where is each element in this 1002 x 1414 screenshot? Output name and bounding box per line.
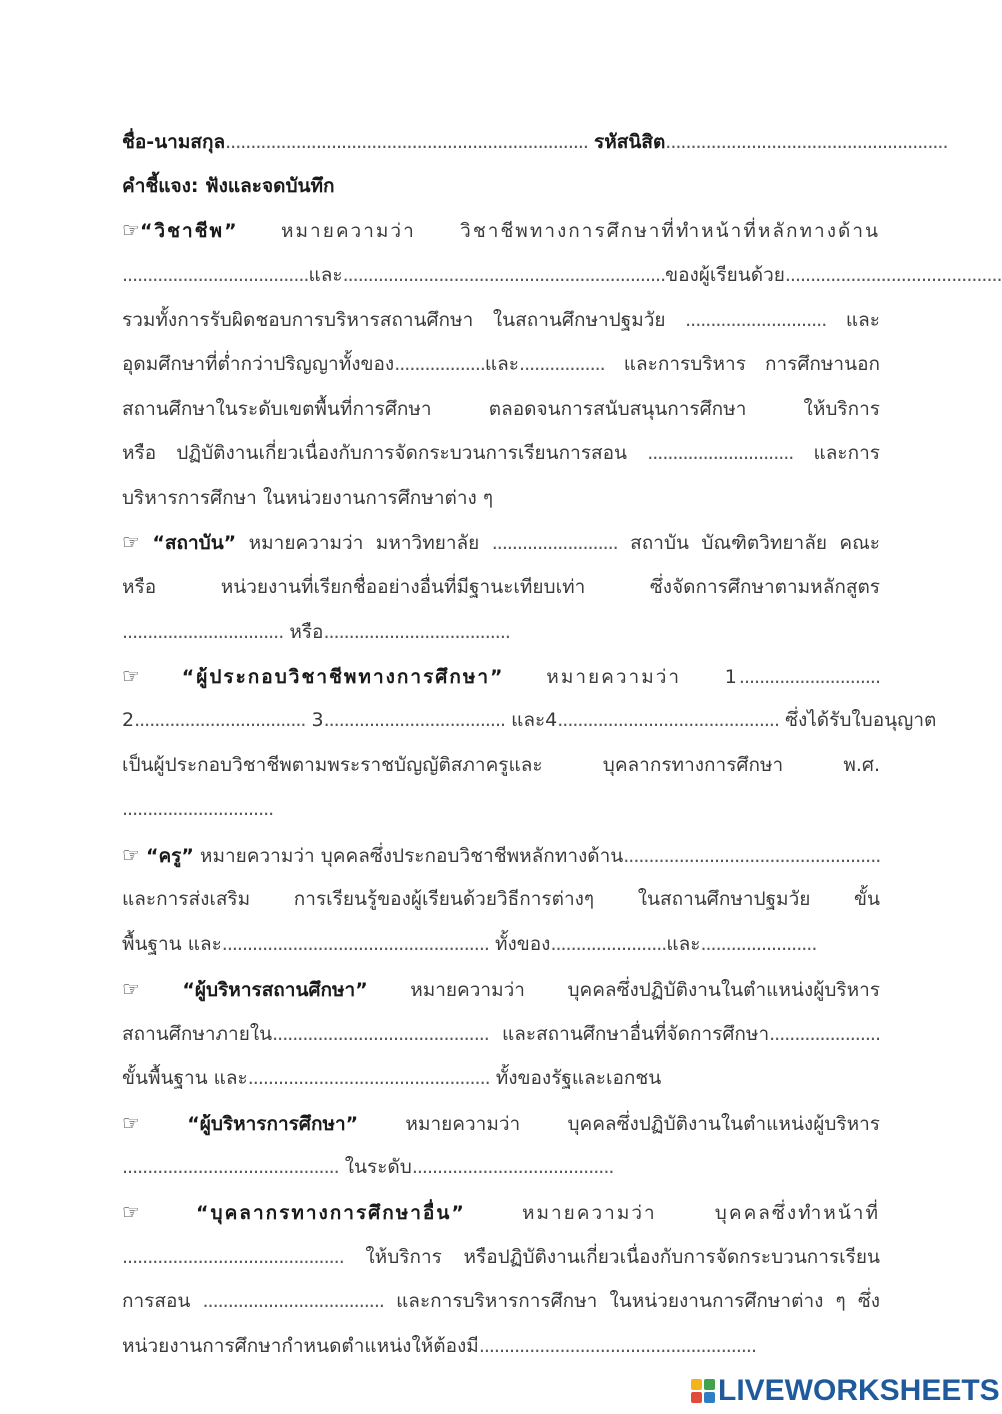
def-practitioner-line-1: ☞ “ผู้ประกอบวิชาชีพทางการศึกษา” หมายความว่า 1............................ bbox=[122, 664, 881, 688]
student-id-label: รหัสนิสิต bbox=[594, 131, 666, 153]
def-khru-line-2: และการส่งเสริม การเรียนรู้ของผู้เรียนด้วยวิธีการต่างๆ ในสถานศึกษาปฐมวัย ขั้น bbox=[122, 888, 880, 910]
blank[interactable]: ....................................................... bbox=[478, 1335, 756, 1357]
def-school-admin-line-1: ☞ “ผู้บริหารสถานศึกษา” หมายความว่า บุคคลซึ่งปฏิบัติงานในตำแหน่งผู้บริหาร bbox=[122, 977, 880, 1001]
def-school-admin-line-2: สถานศึกษาภายใน........................................... และสถานศึกษาอื่นที่จัดการศึกษา...................... bbox=[122, 1023, 880, 1045]
blank[interactable]: ..................................... bbox=[122, 264, 309, 286]
def-sathaban-line-1: ☞ “สถาบัน” หมายความว่า มหาวิทยาลัย ......................... สถาบัน บัณฑิตวิทยาลัย คณะ bbox=[122, 530, 880, 554]
blank[interactable]: ........................................... bbox=[122, 1156, 339, 1178]
def-edu-admin-line-2: ........................................... ในระดับ........................................ bbox=[122, 1156, 614, 1178]
def-vichacheep-line-2: .....................................และ................................................................ของผู้เรียนด้วย........................................... bbox=[122, 264, 1002, 286]
blank[interactable]: ............................................ bbox=[557, 709, 780, 731]
def-vichacheep-line-5: สถานศึกษาในระดับเขตพื้นที่การศึกษา ตลอดจนการสนับสนุนการศึกษา ให้บริการ bbox=[122, 398, 880, 420]
liveworksheets-logo-icon bbox=[690, 1378, 716, 1404]
blank[interactable]: ................................................ bbox=[247, 1067, 490, 1089]
blank[interactable]: ........................................... bbox=[272, 1023, 489, 1045]
def-vichacheep-line-3: รวมทั้งการรับผิดชอบการบริหารสถานศึกษา ในสถานศึกษาปฐมวัย ............................ และ bbox=[122, 309, 880, 331]
term-khru: “ครู” bbox=[145, 845, 194, 867]
pointing-hand-icon: ☞ bbox=[122, 977, 140, 1001]
name-blank[interactable]: ........................................................................ bbox=[225, 131, 588, 153]
header-line bbox=[122, 130, 948, 156]
name-label: ชื่อ-นามสกุล bbox=[122, 131, 226, 153]
term-school-admin: “ผู้บริหารสถานศึกษา” bbox=[182, 979, 368, 1001]
term-other-personnel: “บุคลากรทางการศึกษาอื่น” bbox=[196, 1202, 466, 1224]
def-other-personnel-line-3: การสอน .................................... และการบริหารการศึกษา ในหน่วยงานการศึกษาต่าง ๆ ซึ่ง bbox=[122, 1290, 880, 1312]
blank[interactable]: ................................................... bbox=[623, 845, 881, 867]
def-khru-line-3: พื้นฐาน และ..................................................... ทั้งของ.......................และ....................... bbox=[122, 933, 817, 955]
pointing-hand-icon: ☞ bbox=[122, 843, 140, 867]
pointing-hand-icon: ☞ bbox=[122, 1200, 140, 1224]
def-edu-admin-line-1: ☞ “ผู้บริหารการศึกษา” หมายความว่า บุคคลซึ่งปฏิบัติงานในตำแหน่งผู้บริหาร bbox=[122, 1111, 881, 1135]
def-practitioner-line-4 bbox=[122, 797, 880, 823]
blank[interactable]: ............................. bbox=[647, 442, 794, 464]
pointing-hand-icon: ☞ bbox=[122, 218, 140, 242]
blank[interactable]: ............................ bbox=[685, 309, 827, 331]
def-vichacheep-line-6: หรือ ปฏิบัติงานเกี่ยวเนื่องกับการจัดกระบวนการเรียนการสอน ............................. และการ bbox=[122, 442, 880, 464]
blank[interactable]: ................................ bbox=[122, 621, 284, 643]
blank[interactable]: ................. bbox=[519, 353, 605, 375]
student-id-blank[interactable]: ........................................................ bbox=[665, 131, 948, 153]
term-edu-admin: “ผู้บริหารการศึกษา” bbox=[187, 1113, 359, 1135]
term-vichacheep: “วิชาชีพ” bbox=[139, 220, 239, 242]
blank[interactable]: ..................................... bbox=[323, 621, 510, 643]
pointing-hand-icon: ☞ bbox=[122, 530, 140, 554]
liveworksheets-logo bbox=[690, 1373, 1000, 1409]
blank[interactable]: ....................... bbox=[550, 933, 667, 955]
term-practitioner: “ผู้ประกอบวิชาชีพทางการศึกษา” bbox=[181, 666, 505, 688]
blank[interactable]: ....................... bbox=[700, 933, 817, 955]
def-khru-line-1: ☞ “ครู” หมายความว่า บุคคลซึ่งประกอบวิชาชีพหลักทางด้าน................................................... bbox=[122, 843, 881, 867]
term-sathaban: “สถาบัน” bbox=[152, 532, 237, 554]
def-vichacheep-line-4: อุดมศึกษาที่ต่ำกว่าปริญญาทั้งของ..................และ................. และการบริหาร การศึกษานอก bbox=[122, 353, 881, 375]
blank[interactable]: .................................. bbox=[134, 709, 306, 731]
blank[interactable]: ........................................ bbox=[411, 1156, 614, 1178]
blank[interactable]: ......................... bbox=[491, 532, 618, 554]
def-other-personnel-line-2: ............................................ ให้บริการ หรือปฏิบัติงานเกี่ยวเนื่องกับการจัดกระบวนการเรียน bbox=[122, 1246, 880, 1268]
blank[interactable]: ........................................... bbox=[784, 264, 1002, 286]
instruction: คำชี้แจง: ฟังและจดบันทึก bbox=[122, 175, 335, 197]
blank[interactable]: .................................... bbox=[202, 1290, 384, 1312]
blank[interactable]: ..................................................... bbox=[221, 933, 489, 955]
blank[interactable]: .............................. bbox=[122, 798, 274, 820]
blank[interactable]: ................................................................ bbox=[342, 264, 666, 286]
blank[interactable]: ............................ bbox=[738, 666, 881, 688]
def-practitioner-line-2: 2.................................. 3.................................... และ4............................................ ซึ่งได้รับใบอนุญาต bbox=[122, 709, 937, 731]
def-other-personnel-line-1: ☞ “บุคลากรทางการศึกษาอื่น” หมายความว่า บุคคลซึ่งทำหน้าที่ bbox=[122, 1200, 880, 1224]
def-other-personnel-line-4: หน่วยงานการศึกษากำหนดตำแหน่งให้ต้องมี....................................................... bbox=[122, 1335, 756, 1357]
blank[interactable]: .................................... bbox=[323, 709, 506, 731]
blank[interactable]: ............................................ bbox=[122, 1246, 344, 1268]
pointing-hand-icon: ☞ bbox=[122, 664, 140, 688]
brand-name: LIVEWORKSHEETS bbox=[718, 1374, 1000, 1407]
blank[interactable]: ...................... bbox=[769, 1023, 880, 1045]
def-sathaban-line-3: ................................ หรือ..................................... bbox=[122, 621, 510, 643]
def-school-admin-line-3: ขั้นพื้นฐาน และ................................................ ทั้งของรัฐและเอกชน bbox=[122, 1067, 662, 1089]
pointing-hand-icon: ☞ bbox=[122, 1111, 140, 1135]
def-sathaban-line-2: หรือ หน่วยงานที่เรียกชื่ออย่างอื่นที่มีฐานะเทียบเท่า ซึ่งจัดการศึกษาตามหลักสูตร bbox=[122, 576, 880, 598]
def-vichacheep-line-1: ☞“วิชาชีพ” หมายความว่า วิชาชีพทางการศึกษาที่ทำหน้าที่หลักทางด้าน bbox=[122, 218, 880, 242]
blank[interactable]: .................. bbox=[394, 353, 485, 375]
def-vichacheep-line-7: บริหารการศึกษา ในหน่วยงานการศึกษาต่าง ๆ bbox=[122, 487, 494, 509]
def-practitioner-line-3: เป็นผู้ประกอบวิชาชีพตามพระราชบัญญัติสภาครูและ บุคลากรทางการศึกษา พ.ศ. bbox=[122, 754, 880, 776]
